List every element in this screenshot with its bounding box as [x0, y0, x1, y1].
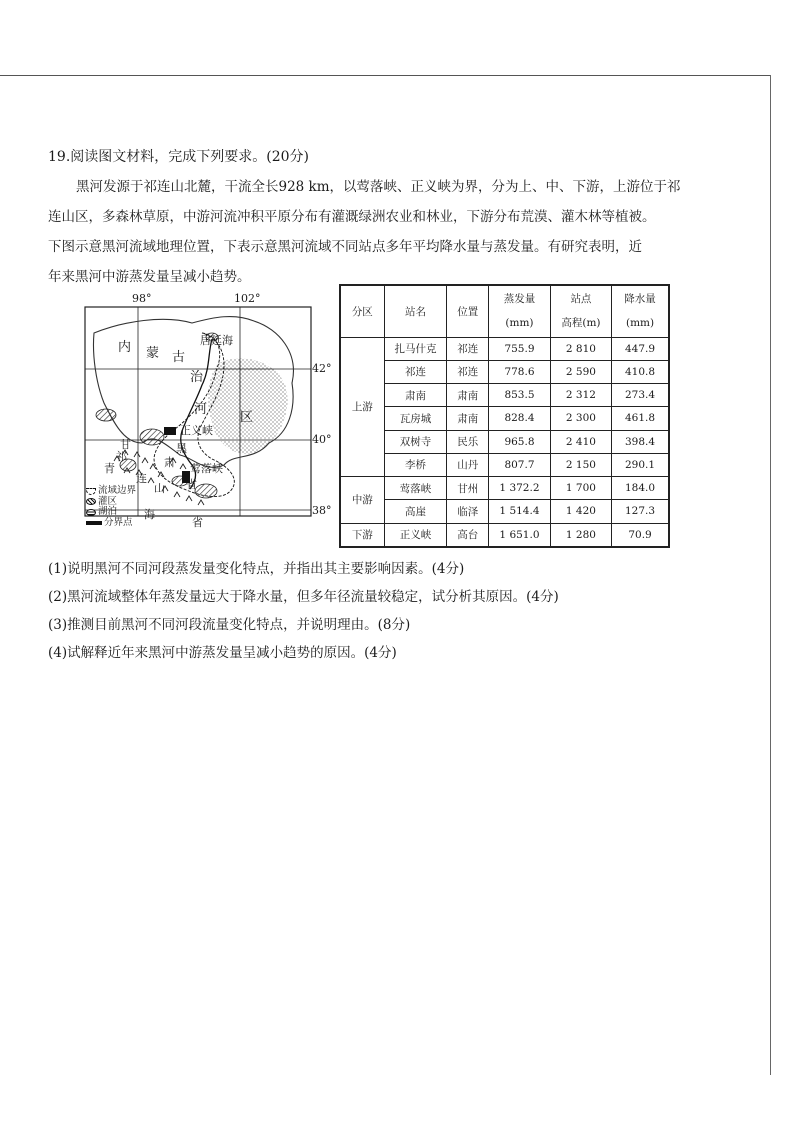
division-point-zhengyixia — [164, 427, 176, 435]
table-row: 高崖 临泽 1 514.4 1 420 127.3 — [340, 500, 669, 523]
header-elev: 站点 高程(m) — [550, 285, 611, 337]
irrigation-area — [140, 429, 164, 445]
label-zhengyixia: 正义峡 — [180, 424, 213, 437]
lake-symbol-icon — [86, 509, 96, 516]
lat-label-38: 38° — [312, 504, 332, 517]
label-juyanhai: 居延海 — [200, 334, 233, 347]
divide-point-symbol-icon — [86, 521, 102, 525]
subquestion-1: (1)说明黑河不同河段蒸发量变化特点，并指出其主要影响因素。(4分) — [48, 561, 465, 577]
label-shan: 山 — [154, 482, 165, 495]
map-legend — [86, 486, 136, 528]
label-meng: 蒙 — [146, 346, 160, 361]
subquestion-3: (3)推测目前黑河不同河段流量变化特点，并说明理由。(8分) — [48, 617, 411, 633]
lat-label-40: 40° — [312, 433, 332, 446]
table-row: 中游 莺落峡 甘州 1 372.2 1 700 184.0 — [340, 477, 669, 500]
paragraph-line: 下图示意黑河流域地理位置，下表示意黑河流域不同站点多年平均降水量与蒸发量。有研究表明，近 — [48, 239, 642, 255]
zone-cell-upper: 上游 — [340, 337, 384, 477]
header-zone: 分区 — [340, 285, 384, 337]
table-row: 瓦房城 肃南 828.4 2 300 461.8 — [340, 407, 669, 430]
label-he: 河 — [194, 402, 208, 417]
paragraph-line: 年来黑河中游蒸发量呈减小趋势。 — [48, 269, 251, 285]
table-row: 李桥 山丹 807.7 2 150 290.1 — [340, 453, 669, 476]
table-row: 肃南 肃南 853.5 2 312 273.4 — [340, 384, 669, 407]
label-sheng: 省 — [186, 478, 197, 491]
table-row: 下游 正义峡 高台 1 651.0 1 280 70.9 — [340, 523, 669, 547]
paragraph-line: 连山区，多森林草原，中游河流冲积平原分布有灌溉绿洲农业和林业，下游分布荒漠、灌木林等植被。 — [48, 209, 656, 225]
irrigation-symbol-icon — [86, 498, 96, 505]
scan-right-edge — [770, 75, 771, 1075]
question-paragraph — [48, 172, 696, 292]
label-hei: 黑 — [176, 442, 187, 455]
label-lian: 连 — [136, 472, 147, 485]
table-row: 祁连 祁连 778.6 2 590 410.8 — [340, 360, 669, 383]
table-row: 双树寺 民乐 965.8 2 410 398.4 — [340, 430, 669, 453]
zone-cell-lower: 下游 — [340, 523, 384, 547]
label-su: 肃 — [164, 456, 175, 469]
header-evap: 蒸发量 (mm) — [489, 285, 551, 337]
label-qing: 青 — [104, 462, 115, 475]
subquestion-2: (2)黑河流域整体年蒸发量远大于降水量，但多年径流量较稳定，试分析其原因。(4分) — [48, 589, 559, 605]
label-yingluoxia: 莺落峡 — [190, 462, 223, 475]
label-nei: 内 — [118, 340, 132, 355]
lon-label-98: 98° — [132, 292, 152, 305]
boundary-symbol-icon — [86, 488, 96, 495]
table-header-row — [340, 285, 669, 337]
header-precip: 降水量 (mm) — [612, 285, 669, 337]
zone-cell-middle: 中游 — [340, 477, 384, 524]
subquestion-4: (4)试解释近年来黑河中游蒸发量呈减小趋势的原因。(4分) — [48, 645, 397, 661]
header-location: 位置 — [447, 285, 489, 337]
legend-item-irrigation: 灌区 — [86, 497, 136, 508]
legend-item-divide: 分界点 — [86, 518, 136, 529]
irrigation-area — [96, 409, 116, 421]
legend-item-boundary: 流域边界 — [86, 486, 136, 497]
label-qu: 区 — [240, 410, 254, 425]
header-station: 站名 — [384, 285, 447, 337]
label-gan: 甘 — [120, 438, 131, 451]
label-gu: 古 — [172, 350, 186, 365]
label-qi: 祁 — [116, 450, 127, 463]
lat-label-42: 42° — [312, 362, 332, 375]
table-row: 上游 扎马什克 祁连 755.9 2 810 447.9 — [340, 337, 669, 360]
scan-top-edge — [0, 75, 770, 76]
irrigation-area — [195, 484, 217, 498]
legend-item-lake: 湖泊 — [86, 507, 136, 518]
question-title: 19.阅读图文材料，完成下列要求。(20分) — [48, 149, 310, 165]
paragraph-line: 黑河发源于祁连山北麓，干流全长928 km，以莺落峡、正义峡为界，分为上、中、下游，上游位于祁 — [76, 179, 681, 195]
label-sheng2: 省 — [192, 516, 203, 529]
label-zhi: 治 — [190, 370, 204, 385]
lon-label-102: 102° — [234, 292, 261, 305]
label-hai: 海 — [144, 508, 155, 521]
station-data-table — [339, 284, 670, 548]
